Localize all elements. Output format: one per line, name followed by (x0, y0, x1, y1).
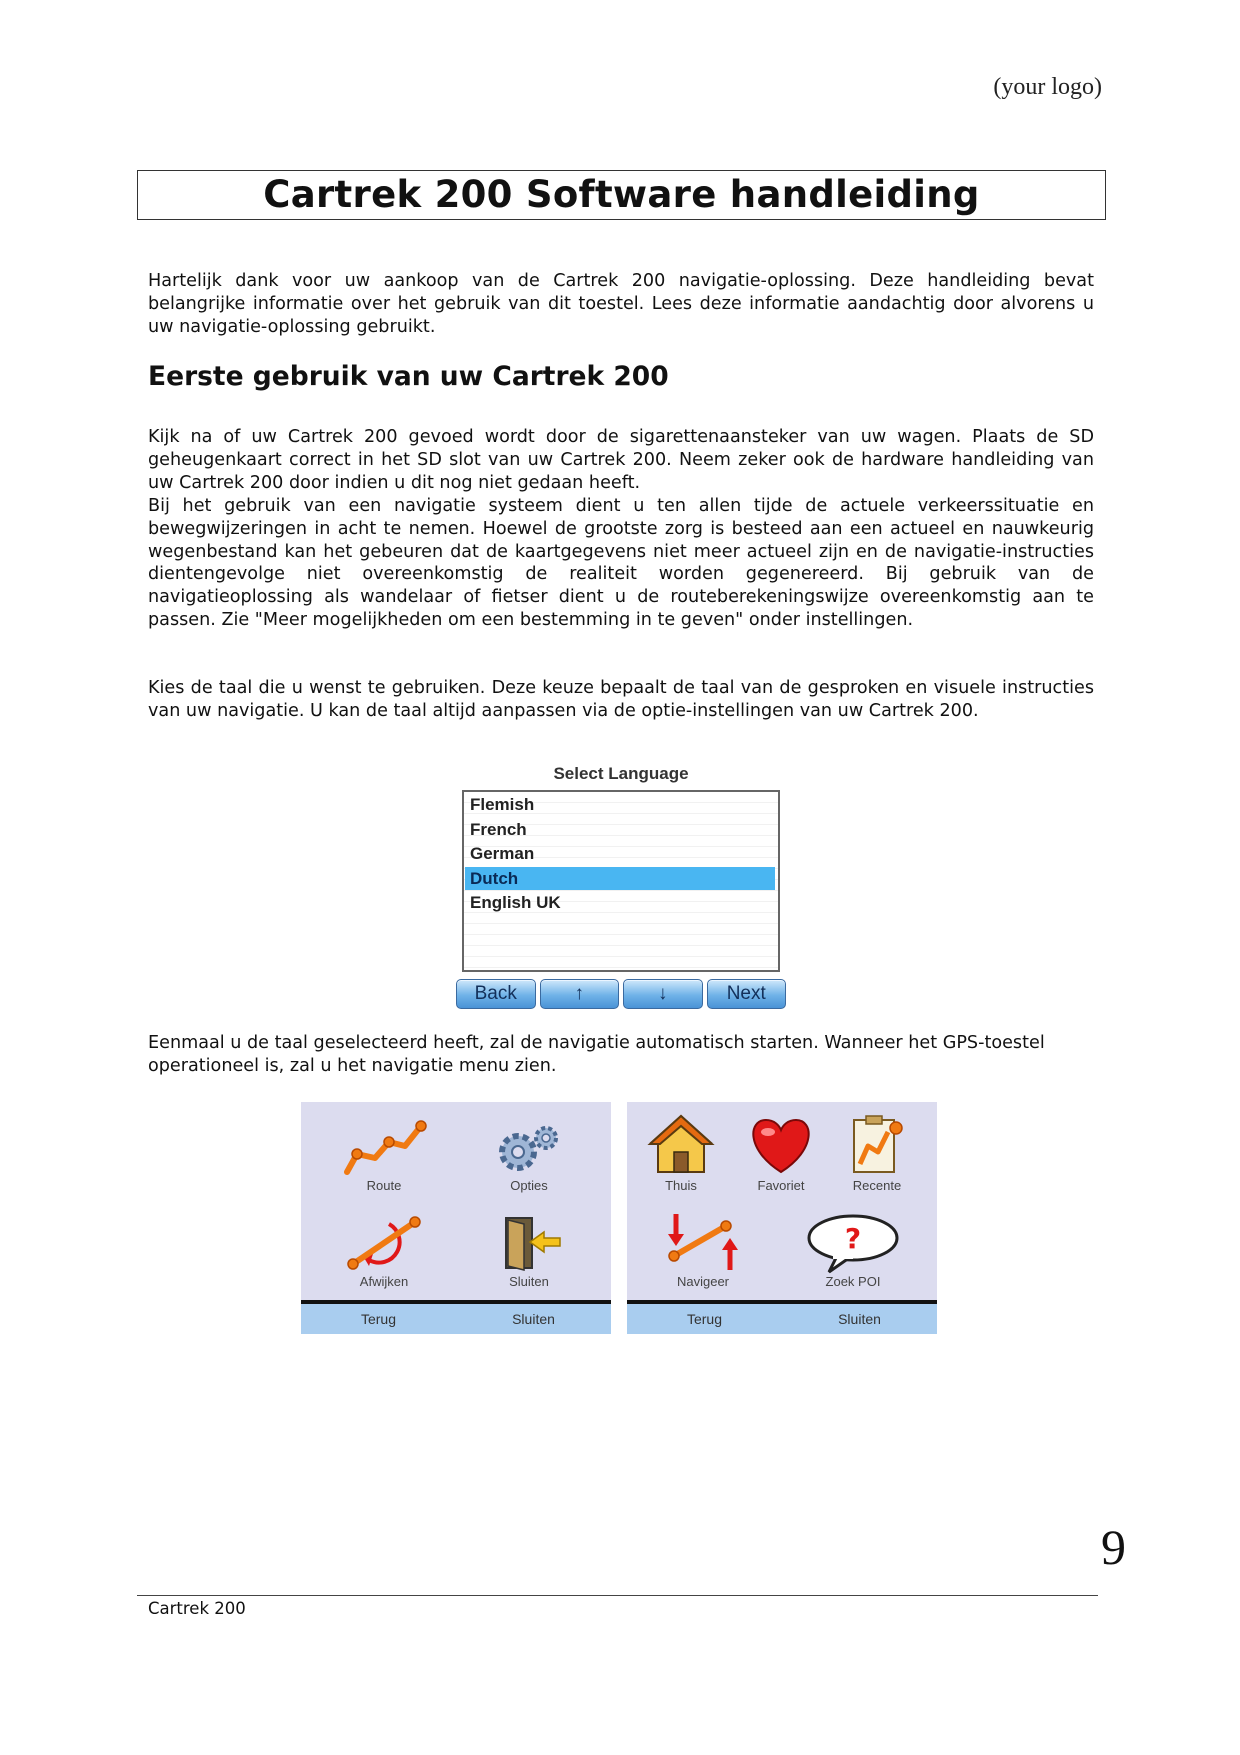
document-title: Cartrek 200 Software handleiding (263, 173, 980, 216)
home-icon (636, 1112, 726, 1178)
thuis-label: Thuis (665, 1178, 697, 1193)
question-bubble-icon (803, 1212, 903, 1274)
route-menu-item[interactable] (334, 1116, 434, 1193)
heart-icon (736, 1112, 826, 1178)
sluiten-menu-item[interactable] (479, 1212, 579, 1289)
route-icon (339, 1116, 429, 1178)
opties-menu-item[interactable] (479, 1116, 579, 1193)
navigeer-menu-item[interactable] (653, 1210, 753, 1289)
menu-2-bottom-bar (627, 1300, 937, 1334)
language-dialog (456, 764, 786, 1012)
navigeer-label: Navigeer (676, 1274, 730, 1289)
route-label: Route (366, 1178, 402, 1193)
menu-1-bottom-bar (301, 1300, 611, 1334)
sluiten-button[interactable]: Sluiten (512, 1311, 555, 1327)
paragraph-safety: Bij het gebruik van een navigatie systeem dient u ten allen tijde de actuele verkeerssituatie en bewegwijzeringen in acht te nemen. Hoewel de grootste zorg is besteed aan een actueel en nauwkeurig wegenbestand kan het gebeuren dat de kaartgegevens niet meer actueel zijn en de navigatie-instructies dientengevolge niet overeenkomstig de realiteit worden gegenereerd. Bij gebruik van de navigatieoplossing als wandelaar of fietser dient u de routeberekeningswijze overeenkomstig aan te passen. Zie "Meer mogelijkheden om een bestemming in te geven" onder instellingen. (148, 496, 1094, 630)
navigate-arrows-icon (658, 1210, 748, 1274)
recente-menu-item[interactable] (827, 1112, 927, 1193)
terug-button[interactable]: Terug (686, 1311, 723, 1327)
footer-text: Cartrek 200 (148, 1599, 246, 1618)
exit-door-icon (484, 1212, 574, 1274)
language-option-flemish[interactable]: Flemish (470, 795, 535, 814)
recente-label: Recente (852, 1178, 902, 1193)
language-option-dutch[interactable]: Dutch (465, 867, 775, 891)
language-list[interactable] (462, 790, 780, 972)
favoriet-label: Favoriet (757, 1178, 805, 1193)
sluiten-label: Sluiten (509, 1274, 549, 1289)
sluiten-button[interactable]: Sluiten (838, 1311, 881, 1327)
zoek-poi-label: Zoek POI (825, 1274, 881, 1289)
afwijken-label: Afwijken (359, 1274, 409, 1289)
terug-button[interactable]: Terug (360, 1311, 397, 1327)
gear-icon (484, 1116, 574, 1178)
paragraph-navigation-start: Eenmaal u de taal geselecteerd heeft, zal de navigatie automatisch starten. Wanneer het GPS-toestel operationeel is, zal u het navigatie menu zien. (148, 1033, 1045, 1076)
paragraph-power-sd: Kijk na of uw Cartrek 200 gevoed wordt door de sigarettenaansteker van uw wagen. Plaats de SD geheugenkaart correct in het SD slot van uw Cartrek 200. Neem zeker ook de hardware handleiding van uw Cartrek 200 door indien u dit nog niet gedaan heeft. (148, 427, 1094, 493)
section-title: Eerste gebruik van uw Cartrek 200 (148, 361, 669, 392)
svg-text:?: ? (844, 1222, 862, 1255)
navigation-menu-1 (301, 1102, 611, 1334)
up-arrow-button[interactable]: ↑ (540, 979, 620, 1009)
navigation-menu-2 (627, 1102, 937, 1334)
zoek-poi-menu-item[interactable] (803, 1212, 903, 1289)
logo-placeholder: (your logo) (993, 74, 1102, 100)
footer-divider (137, 1595, 1098, 1596)
page-number: 9 (1101, 1519, 1126, 1575)
down-arrow-button[interactable]: ↓ (623, 979, 703, 1009)
language-dialog-title: Select Language (553, 764, 689, 783)
language-dialog-buttons (456, 979, 786, 1009)
language-option-english-uk[interactable]: English UK (470, 893, 561, 912)
next-button[interactable]: Next (707, 979, 787, 1009)
back-button[interactable]: Back (456, 979, 536, 1009)
language-option-french[interactable]: French (470, 819, 527, 839)
language-option-german[interactable]: German (470, 844, 535, 863)
opties-label: Opties (510, 1178, 548, 1193)
title-box (137, 170, 1106, 220)
afwijken-menu-item[interactable] (334, 1212, 434, 1289)
paragraph-language: Kies de taal die u wenst te gebruiken. Deze keuze bepaalt de taal van de gesproken en visuele instructies van uw navigatie. U kan de taal altijd aanpassen via de optie-instellingen van uw Cartrek 200. (148, 678, 1094, 721)
intro-paragraph: Hartelijk dank voor uw aankoop van de Cartrek 200 navigatie-oplossing. Deze handleiding bevat belangrijke informatie over het gebruik van dit toestel. Lees deze informatie aandachtig door alvorens u uw navigatie-oplossing gebruikt. (148, 271, 1094, 337)
detour-icon (339, 1212, 429, 1274)
favoriet-menu-item[interactable] (731, 1112, 831, 1193)
thuis-menu-item[interactable] (631, 1112, 731, 1193)
recent-clipboard-icon (832, 1112, 922, 1178)
